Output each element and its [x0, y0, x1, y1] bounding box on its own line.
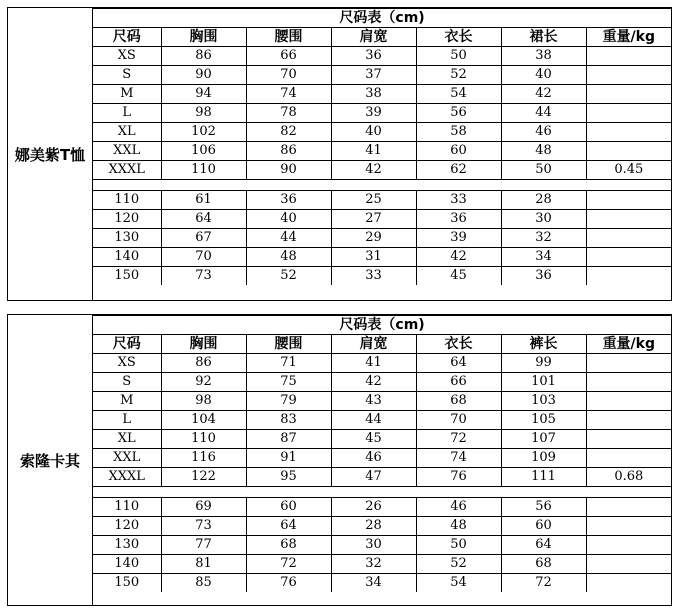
table-cell: 98 [161, 104, 246, 123]
table-cell: 71 [246, 354, 331, 373]
table-cell: 79 [246, 392, 331, 411]
table-cell: 73 [161, 267, 246, 286]
table-cell: 69 [161, 498, 246, 517]
column-header: 肩宽 [331, 28, 416, 47]
table-cell: 34 [501, 248, 586, 267]
table-cell: 46 [416, 498, 501, 517]
table-cell [586, 354, 671, 373]
table-cell: 52 [416, 555, 501, 574]
table-cell [586, 191, 671, 210]
table-cell: 39 [416, 229, 501, 248]
table-cell: 56 [501, 498, 586, 517]
table-cell: 48 [416, 517, 501, 536]
table-title: 尺码表（cm) [93, 9, 671, 28]
table-cell: 60 [416, 142, 501, 161]
table-cell: 111 [501, 468, 586, 487]
table-cell: 104 [161, 411, 246, 430]
table-cell: 76 [246, 574, 331, 593]
column-header: 腰围 [246, 335, 331, 354]
column-header: 衣长 [416, 28, 501, 47]
table-cell: 72 [501, 574, 586, 593]
table-cell [586, 229, 671, 248]
table-row [93, 191, 671, 210]
table-cell: 60 [246, 498, 331, 517]
table-cell: 0.68 [586, 468, 671, 487]
table-cell: 44 [331, 411, 416, 430]
table-cell: 56 [416, 104, 501, 123]
table-cell: 36 [501, 267, 586, 286]
table-cell [586, 574, 671, 593]
table-cell: 48 [501, 142, 586, 161]
table-cell: 102 [161, 123, 246, 142]
table-cell: 109 [501, 449, 586, 468]
table-cell: 27 [331, 210, 416, 229]
table-row [93, 430, 671, 449]
table-row [93, 47, 671, 66]
table-cell: L [93, 104, 161, 123]
table-cell: 42 [416, 248, 501, 267]
table-cell: 33 [331, 267, 416, 286]
table-row [93, 555, 671, 574]
table-cell: 66 [246, 47, 331, 66]
table-cell: 34 [331, 574, 416, 593]
table-title: 尺码表（cm) [93, 316, 671, 335]
column-header: 裙长 [501, 28, 586, 47]
table-row [93, 142, 671, 161]
table-header-row [93, 28, 671, 47]
size-chart-block-2 [7, 314, 672, 606]
table-row [93, 468, 671, 487]
table-cell: 110 [93, 191, 161, 210]
table-cell: 61 [161, 191, 246, 210]
table-cell [586, 411, 671, 430]
column-header: 重量/kg [586, 28, 671, 47]
table-cell: 50 [501, 161, 586, 180]
table-cell: 28 [331, 517, 416, 536]
table-cell: 95 [246, 468, 331, 487]
table-cell: 150 [93, 574, 161, 593]
table-cell: M [93, 392, 161, 411]
table-cell: 29 [331, 229, 416, 248]
product-label: 娜美紫T恤 [8, 8, 93, 300]
table-cell: 32 [501, 229, 586, 248]
table-cell: 92 [161, 373, 246, 392]
column-header: 重量/kg [586, 335, 671, 354]
table-row [93, 85, 671, 104]
table-cell: 77 [161, 536, 246, 555]
table-cell: 40 [246, 210, 331, 229]
table-cell: 70 [246, 66, 331, 85]
table-cell: 64 [161, 210, 246, 229]
table-cell: 44 [501, 104, 586, 123]
table-cell: 39 [331, 104, 416, 123]
table-cell: 52 [246, 267, 331, 286]
separator-cell [93, 180, 671, 191]
table-cell: 90 [161, 66, 246, 85]
table-cell: 120 [93, 210, 161, 229]
table-cell: 110 [161, 161, 246, 180]
table-cell: 74 [416, 449, 501, 468]
table-cell: 110 [93, 498, 161, 517]
table-row [93, 161, 671, 180]
table-cell: 86 [161, 354, 246, 373]
table-cell: 90 [246, 161, 331, 180]
table-cell: 30 [501, 210, 586, 229]
column-header: 裤长 [501, 335, 586, 354]
table-cell: S [93, 66, 161, 85]
table-cell: S [93, 373, 161, 392]
table-cell: 86 [161, 47, 246, 66]
separator-row [93, 487, 671, 498]
table-cell [586, 430, 671, 449]
table-row [93, 210, 671, 229]
table-cell: 64 [246, 517, 331, 536]
table-cell: 72 [246, 555, 331, 574]
table-cell: XS [93, 47, 161, 66]
table-cell: 70 [161, 248, 246, 267]
table-cell: 81 [161, 555, 246, 574]
table-cell: 43 [331, 392, 416, 411]
column-header: 肩宽 [331, 335, 416, 354]
table-cell: 50 [416, 47, 501, 66]
table-row [93, 248, 671, 267]
table-cell: 37 [331, 66, 416, 85]
table-row [93, 267, 671, 286]
table-cell: 116 [161, 449, 246, 468]
table-row [93, 123, 671, 142]
table-cell: 50 [416, 536, 501, 555]
table-cell: 25 [331, 191, 416, 210]
table-cell: 91 [246, 449, 331, 468]
table-row [93, 411, 671, 430]
table-cell: 42 [331, 161, 416, 180]
table-cell: 52 [416, 66, 501, 85]
table-cell: 66 [416, 373, 501, 392]
table-cell: 73 [161, 517, 246, 536]
table-cell: 72 [416, 430, 501, 449]
table-cell [586, 104, 671, 123]
column-header: 衣长 [416, 335, 501, 354]
table-cell [586, 248, 671, 267]
table-cell: 36 [416, 210, 501, 229]
table-cell: 140 [93, 248, 161, 267]
table-cell: 70 [416, 411, 501, 430]
table-cell [586, 517, 671, 536]
table-cell: 83 [246, 411, 331, 430]
table-row [93, 574, 671, 593]
table-cell: 120 [93, 517, 161, 536]
table-cell: 150 [93, 267, 161, 286]
table-cell: XXXL [93, 161, 161, 180]
table-row [93, 536, 671, 555]
table-cell: 107 [501, 430, 586, 449]
table-cell: 98 [161, 392, 246, 411]
table-cell [586, 47, 671, 66]
table-cell [586, 267, 671, 286]
table-cell: 48 [246, 248, 331, 267]
table-cell [586, 85, 671, 104]
table-cell: 42 [331, 373, 416, 392]
table-cell: 64 [501, 536, 586, 555]
table-cell: XL [93, 123, 161, 142]
size-chart-block-1 [7, 7, 672, 301]
table-cell: 74 [246, 85, 331, 104]
separator-cell [93, 487, 671, 498]
table-cell [586, 449, 671, 468]
column-header: 胸围 [161, 335, 246, 354]
column-header: 腰围 [246, 28, 331, 47]
table-cell: 106 [161, 142, 246, 161]
table-cell: 101 [501, 373, 586, 392]
table-cell: 46 [501, 123, 586, 142]
table-cell: 42 [501, 85, 586, 104]
table-cell: 40 [331, 123, 416, 142]
table-cell: 78 [246, 104, 331, 123]
table-cell: 86 [246, 142, 331, 161]
table-cell: 36 [246, 191, 331, 210]
table-title-row [93, 9, 671, 28]
table-cell: 47 [331, 468, 416, 487]
table-cell: 41 [331, 354, 416, 373]
table-cell: 38 [331, 85, 416, 104]
table-cell: 105 [501, 411, 586, 430]
table-cell: 33 [416, 191, 501, 210]
table-cell: 76 [416, 468, 501, 487]
table-cell: 67 [161, 229, 246, 248]
table-row [93, 517, 671, 536]
table-cell: 30 [331, 536, 416, 555]
column-header: 尺码 [93, 335, 161, 354]
product-label: 索隆卡其 [8, 315, 93, 605]
size-table [93, 315, 671, 592]
table-cell: L [93, 411, 161, 430]
table-cell: 60 [501, 517, 586, 536]
table-cell: 94 [161, 85, 246, 104]
table-cell: 87 [246, 430, 331, 449]
table-cell: 54 [416, 85, 501, 104]
table-cell: XXL [93, 449, 161, 468]
table-cell [586, 392, 671, 411]
table-cell: 99 [501, 354, 586, 373]
table-cell: 41 [331, 142, 416, 161]
table-row [93, 104, 671, 123]
separator-row [93, 180, 671, 191]
table-cell: 36 [331, 47, 416, 66]
table-cell: 26 [331, 498, 416, 517]
table-cell: XXL [93, 142, 161, 161]
column-header: 尺码 [93, 28, 161, 47]
table-cell: 68 [416, 392, 501, 411]
table-row [93, 66, 671, 85]
table-row [93, 373, 671, 392]
table-cell: 45 [416, 267, 501, 286]
table-cell: 38 [501, 47, 586, 66]
table-cell: 32 [331, 555, 416, 574]
table-cell: 68 [501, 555, 586, 574]
table-cell: 44 [246, 229, 331, 248]
table-cell: 40 [501, 66, 586, 85]
table-cell [586, 210, 671, 229]
table-row [93, 354, 671, 373]
size-table [93, 8, 671, 285]
table-cell: 68 [246, 536, 331, 555]
table-cell: XXXL [93, 468, 161, 487]
table-cell [586, 498, 671, 517]
table-row [93, 449, 671, 468]
column-header: 胸围 [161, 28, 246, 47]
table-row [93, 229, 671, 248]
table-cell [586, 555, 671, 574]
table-cell: 140 [93, 555, 161, 574]
table-cell: 45 [331, 430, 416, 449]
table-title-row [93, 316, 671, 335]
table-cell [586, 142, 671, 161]
table-cell: 58 [416, 123, 501, 142]
table-cell: 130 [93, 536, 161, 555]
table-cell: 62 [416, 161, 501, 180]
table-cell: 85 [161, 574, 246, 593]
table-header-row [93, 335, 671, 354]
table-cell: M [93, 85, 161, 104]
table-cell: 46 [331, 449, 416, 468]
table-cell: 122 [161, 468, 246, 487]
table-cell [586, 123, 671, 142]
table-cell: 54 [416, 574, 501, 593]
table-cell [586, 66, 671, 85]
table-row [93, 498, 671, 517]
table-cell: 28 [501, 191, 586, 210]
table-cell: 75 [246, 373, 331, 392]
table-cell [586, 536, 671, 555]
table-cell: 82 [246, 123, 331, 142]
table-cell [586, 373, 671, 392]
table-cell: 110 [161, 430, 246, 449]
table-cell: 64 [416, 354, 501, 373]
table-cell: 103 [501, 392, 586, 411]
table-cell: 0.45 [586, 161, 671, 180]
table-row [93, 392, 671, 411]
table-cell: 31 [331, 248, 416, 267]
table-cell: XS [93, 354, 161, 373]
table-cell: XL [93, 430, 161, 449]
table-cell: 130 [93, 229, 161, 248]
